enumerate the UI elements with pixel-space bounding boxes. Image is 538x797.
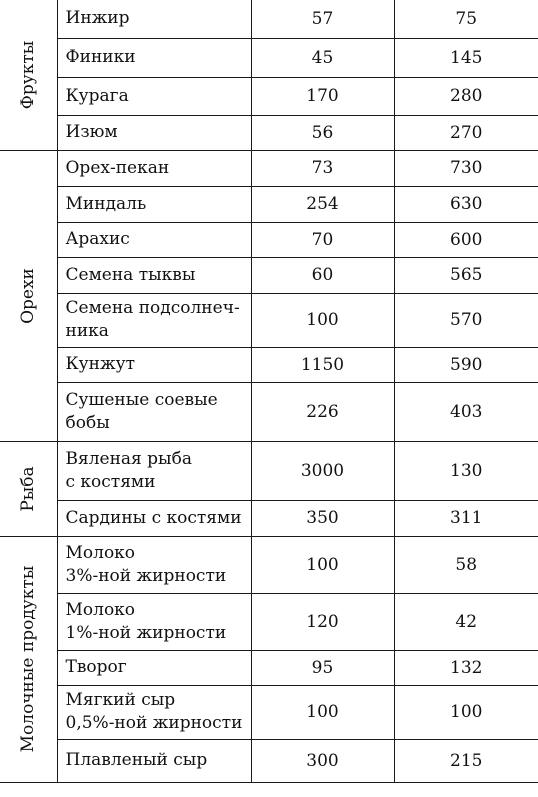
food-name-cell: Молоко 3%-ной жирности [57, 536, 251, 593]
food-name-cell: Мягкий сыр 0,5%-ной жирности [57, 685, 251, 739]
food-name-cell: Инжир [57, 0, 251, 38]
food-name-cell: Семена тыквы [57, 257, 251, 293]
value-2-cell: 42 [394, 593, 538, 650]
value-2-cell: 630 [394, 186, 538, 222]
food-name-cell: Финики [57, 38, 251, 77]
food-name-cell: Плавленый сыр [57, 739, 251, 782]
value-2-cell: 565 [394, 257, 538, 293]
value-2-cell: 75 [394, 0, 538, 38]
value-2-cell: 730 [394, 150, 538, 186]
value-2-cell: 600 [394, 222, 538, 257]
food-name-cell: Орех-пекан [57, 150, 251, 186]
table-row [0, 650, 538, 685]
value-2-cell: 130 [394, 441, 538, 500]
value-1-cell: 60 [251, 257, 394, 293]
value-1-cell: 56 [251, 115, 394, 150]
value-1-cell: 170 [251, 77, 394, 115]
table-row [0, 150, 538, 186]
value-1-cell: 226 [251, 382, 394, 441]
table-row [0, 685, 538, 739]
group-label: Орехи [18, 267, 39, 324]
food-name-cell: Вяленая рыба с костями [57, 441, 251, 500]
group-cell [0, 441, 57, 536]
food-name-cell: Арахис [57, 222, 251, 257]
table-row [0, 739, 538, 782]
table-row [0, 441, 538, 500]
food-name-cell: Творог [57, 650, 251, 685]
food-name-cell: Миндаль [57, 186, 251, 222]
group-label: Рыба [18, 465, 39, 512]
value-1-cell: 350 [251, 500, 394, 536]
food-name-cell: Курага [57, 77, 251, 115]
value-2-cell: 215 [394, 739, 538, 782]
value-1-cell: 70 [251, 222, 394, 257]
table-row [0, 293, 538, 347]
value-2-cell: 58 [394, 536, 538, 593]
table-row [0, 500, 538, 536]
table-row [0, 382, 538, 441]
food-name-cell: Сардины с костями [57, 500, 251, 536]
value-2-cell: 590 [394, 347, 538, 382]
table-row [0, 186, 538, 222]
table-row [0, 536, 538, 593]
food-name-cell: Кунжут [57, 347, 251, 382]
value-1-cell: 1150 [251, 347, 394, 382]
food-name-cell: Сушеные соевые бобы [57, 382, 251, 441]
table-row [0, 222, 538, 257]
value-2-cell: 311 [394, 500, 538, 536]
value-2-cell: 132 [394, 650, 538, 685]
value-1-cell: 254 [251, 186, 394, 222]
group-label: Молочные продукты [18, 565, 39, 753]
value-1-cell: 300 [251, 739, 394, 782]
value-2-cell: 100 [394, 685, 538, 739]
table-row [0, 115, 538, 150]
value-2-cell: 280 [394, 77, 538, 115]
value-2-cell: 270 [394, 115, 538, 150]
table-row [0, 347, 538, 382]
value-1-cell: 100 [251, 685, 394, 739]
value-2-cell: 570 [394, 293, 538, 347]
value-1-cell: 57 [251, 0, 394, 38]
table-row [0, 257, 538, 293]
food-name-cell: Изюм [57, 115, 251, 150]
table-row [0, 77, 538, 115]
table-row [0, 593, 538, 650]
value-1-cell: 3000 [251, 441, 394, 500]
value-1-cell: 95 [251, 650, 394, 685]
group-cell [0, 536, 57, 782]
value-1-cell: 45 [251, 38, 394, 77]
value-1-cell: 120 [251, 593, 394, 650]
value-2-cell: 145 [394, 38, 538, 77]
table-row [0, 38, 538, 77]
value-2-cell: 403 [394, 382, 538, 441]
food-name-cell: Семена подсолнеч- ника [57, 293, 251, 347]
value-1-cell: 100 [251, 293, 394, 347]
table-row [0, 0, 538, 38]
food-name-cell: Молоко 1%-ной жирности [57, 593, 251, 650]
group-label: Фрукты [18, 40, 39, 110]
value-1-cell: 100 [251, 536, 394, 593]
group-cell [0, 150, 57, 441]
group-cell [0, 0, 57, 150]
value-1-cell: 73 [251, 150, 394, 186]
